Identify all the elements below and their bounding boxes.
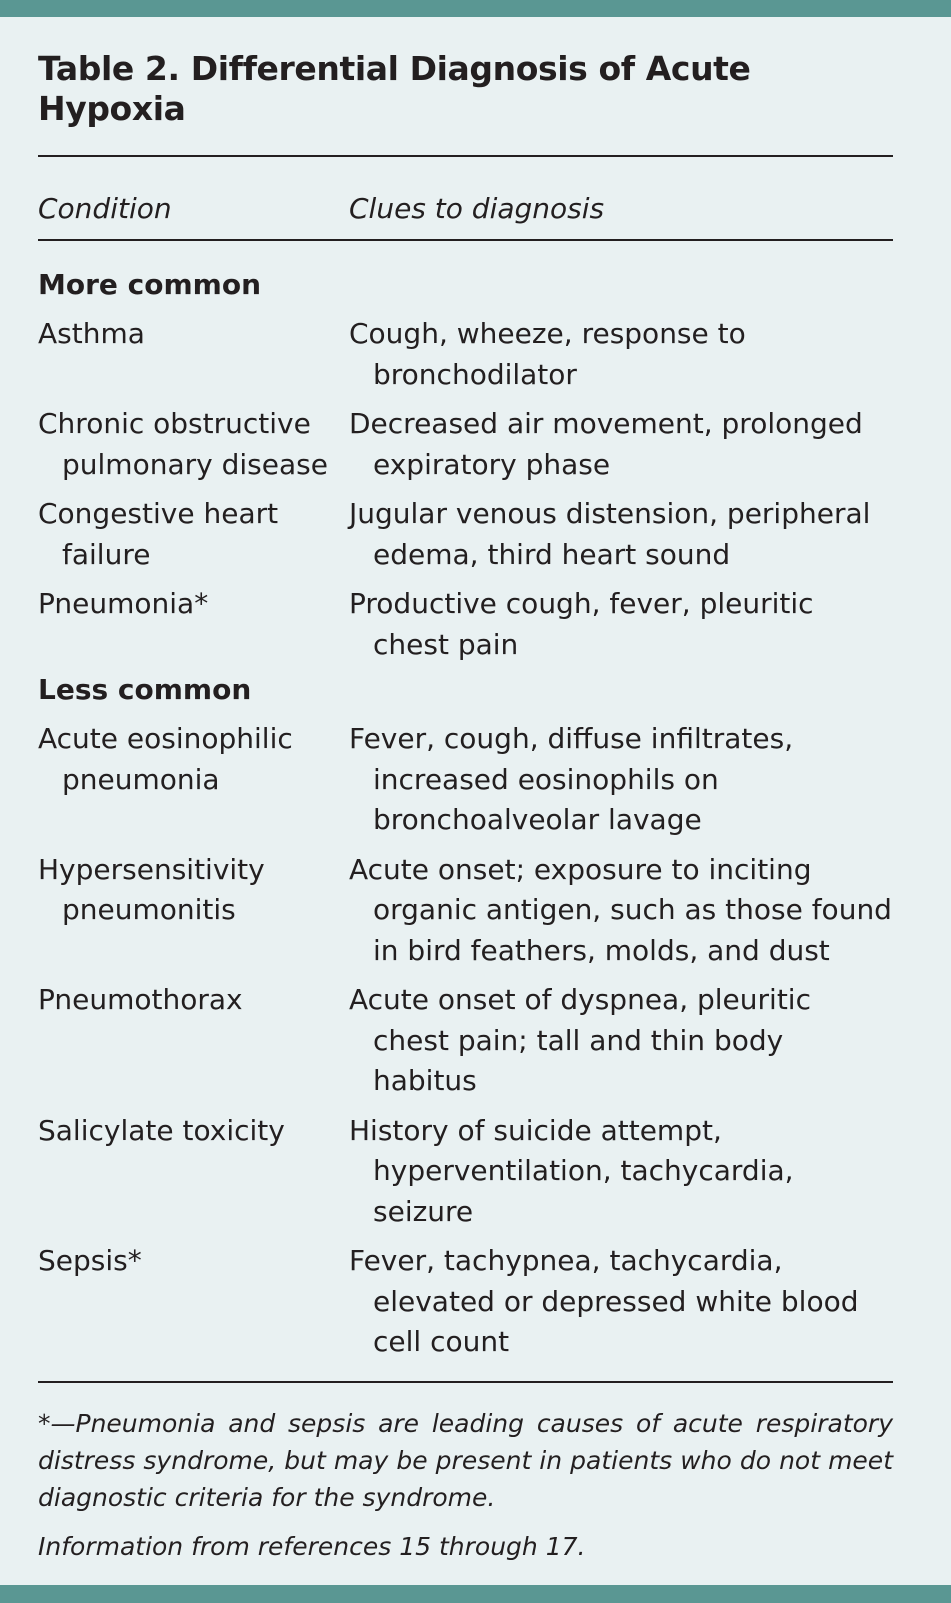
top-accent-bar: [0, 0, 951, 17]
clues-cell: Jugular venous distension, peripheral edema, third heart sound: [349, 497, 871, 571]
table-row: [38, 314, 893, 395]
clues-cell: Fever, cough, diffuse infiltrates, increased eosinophils on bronchoalveolar lavage: [349, 722, 794, 836]
header-condition: Condition: [38, 192, 172, 225]
condition-cell: Salicylate toxicity: [38, 1113, 285, 1147]
table-row: [38, 404, 893, 485]
table-row: [38, 494, 893, 575]
table-row: [38, 584, 893, 665]
clues-cell: Acute onset of dyspnea, pleuritic chest pain; tall and thin body habitus: [349, 983, 811, 1097]
section-more-common: [38, 265, 893, 665]
clues-cell: Acute onset; exposure to inciting organic antigen, such as those found in bird feathers, molds, and dust: [349, 852, 892, 967]
bottom-divider: [38, 1381, 893, 1383]
table-row: [38, 850, 893, 972]
table-row: [38, 980, 893, 1102]
header-clues: Clues to diagnosis: [349, 192, 605, 225]
table-row: [38, 1241, 893, 1363]
footnote: *—Pneumonia and sepsis are leading causes of acute respiratory distress syndrome, but may be present in patients who do not meet diagnostic criteria for the syndrome.: [38, 1408, 893, 1512]
condition-cell: Acute eosinophilic pneumonia: [38, 722, 293, 796]
clues-cell: Fever, tachypnea, tachycardia, elevated or depressed white blood cell count: [349, 1244, 859, 1358]
clues-cell: Decreased air movement, prolonged expiratory phase: [349, 407, 863, 481]
table-row: [38, 719, 893, 841]
condition-cell: Asthma: [38, 317, 145, 350]
condition-cell: Pneumothorax: [38, 983, 243, 1016]
clues-cell: Productive cough, fever, pleuritic chest pain: [349, 587, 814, 661]
table-title: Table 2. Differential Diagnosis of Acute Hypoxia: [38, 49, 751, 128]
condition-cell: Pneumonia*: [38, 587, 209, 620]
table-row: [38, 1111, 893, 1233]
bottom-accent-bar: [0, 1585, 951, 1603]
header-divider: [38, 239, 893, 241]
clues-cell: History of suicide attempt, hyperventilation, tachycardia, seizure: [349, 1113, 794, 1228]
table-container: [38, 17, 893, 1565]
condition-cell: Sepsis*: [38, 1244, 142, 1277]
section-label: More common: [38, 268, 262, 301]
section-label: Less common: [38, 673, 252, 706]
condition-cell: Congestive heart failure: [38, 497, 279, 571]
condition-cell: Hypersensitivity pneumonitis: [38, 852, 265, 926]
section-less-common: [38, 670, 893, 1363]
clues-cell: Cough, wheeze, response to bronchodilator: [349, 317, 746, 391]
column-header-row: [38, 157, 893, 239]
condition-cell: Chronic obstructive pulmonary disease: [38, 407, 328, 481]
source-note: Information from references 15 through 17.: [38, 1531, 586, 1561]
